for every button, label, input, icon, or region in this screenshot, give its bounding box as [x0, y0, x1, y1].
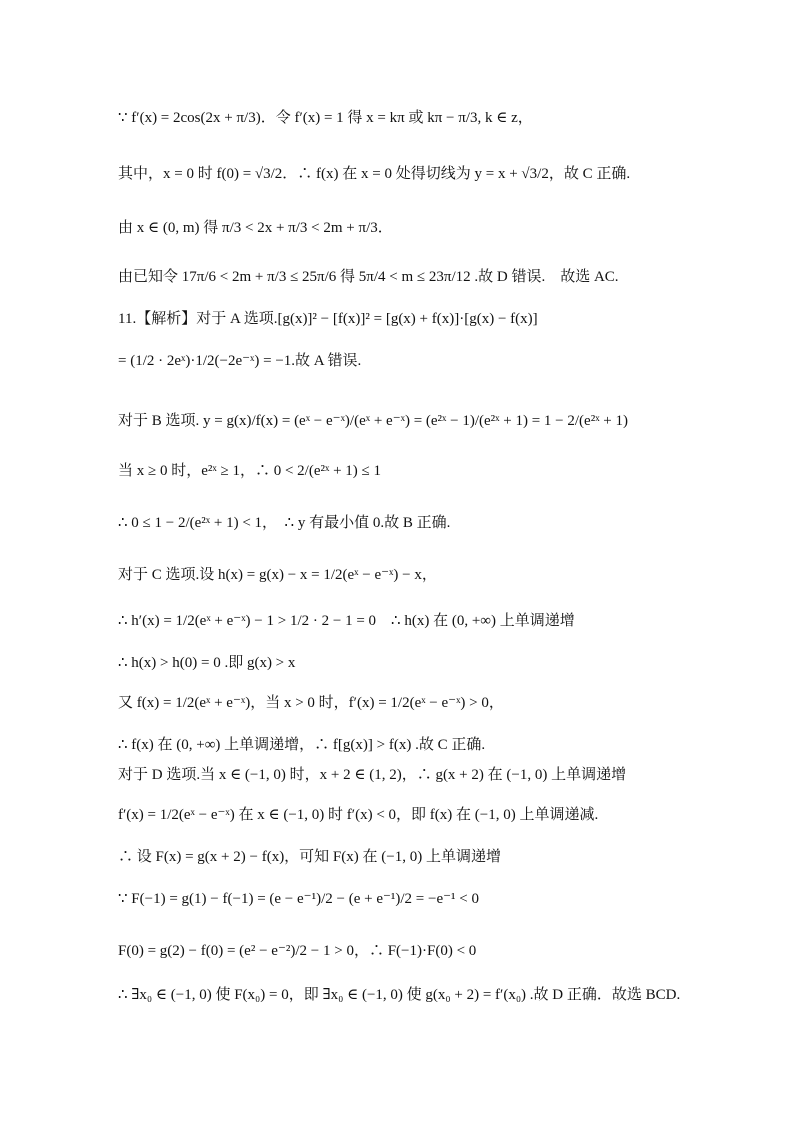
solution-line-1: ∵ f′(x) = 2cos(2x + π/3)．令 f′(x) = 1 得 x = kπ 或 kπ − π/3, k ∈ z， [118, 110, 533, 126]
solution-line-10: 对于 C 选项.设 h(x) = g(x) − x = 1/2(eˣ − e⁻ˣ) − x， [118, 567, 437, 583]
solution-line-11: ∴ h′(x) = 1/2(eˣ + e⁻ˣ) − 1 > 1/2 · 2 − 1 = 0 ∴ h(x) 在 (0, +∞) 上单调递增 [118, 613, 575, 629]
solution-line-16: f′(x) = 1/2(eˣ − e⁻ˣ) 在 x ∈ (−1, 0) 时 f′(x) < 0，即 f(x) 在 (−1, 0) 上单调递减. [118, 807, 599, 823]
solution-line-19: F(0) = g(2) − f(0) = (e² − e⁻²)/2 − 1 > 0，∴ F(−1)·F(0) < 0 [118, 943, 477, 959]
solution-line-17: ∴ 设 F(x) = g(x + 2) − f(x)，可知 F(x) 在 (−1, 0) 上单调递增 [118, 849, 501, 865]
solution-line-9: ∴ 0 ≤ 1 − 2/(e²ˣ + 1) < 1， ∴ y 有最小值 0.故 B 正确. [118, 515, 451, 531]
solution-line-12: ∴ h(x) > h(0) = 0 .即 g(x) > x [118, 655, 296, 671]
solution-line-5: 11.【解析】对于 A 选项.[g(x)]² − [f(x)]² = [g(x) + f(x)]·[g(x) − f(x)] [118, 311, 538, 327]
solution-line-13: 又 f(x) = 1/2(eˣ + e⁻ˣ)，当 x > 0 时，f′(x) = 1/2(eˣ − e⁻ˣ) > 0， [118, 695, 504, 711]
solution-line-18: ∵ F(−1) = g(1) − f(−1) = (e − e⁻¹)/2 − (e + e⁻¹)/2 = −e⁻¹ < 0 [118, 891, 480, 907]
solution-line-2: 其中，x = 0 时 f(0) = √3/2．∴ f(x) 在 x = 0 处得切线为 y = x + √3/2，故 C 正确. [118, 166, 631, 182]
solution-line-4: 由已知令 17π/6 < 2m + π/3 ≤ 25π/6 得 5π/4 < m ≤ 23π/12 .故 D 错误. 故选 AC. [118, 269, 619, 285]
solution-line-8: 当 x ≥ 0 时，e²ˣ ≥ 1，∴ 0 < 2/(e²ˣ + 1) ≤ 1 [118, 463, 382, 479]
solution-line-7: 对于 B 选项. y = g(x)/f(x) = (eˣ − e⁻ˣ)/(eˣ + e⁻ˣ) = (e²ˣ − 1)/(e²ˣ + 1) = 1 − 2/(e²ˣ + 1) [118, 413, 628, 429]
solution-line-3: 由 x ∈ (0, m) 得 π/3 < 2x + π/3 < 2m + π/3． [118, 220, 393, 236]
solution-line-6: = (1/2 · 2eˣ)·1/2(−2e⁻ˣ) = −1.故 A 错误. [118, 353, 362, 369]
solution-line-14: ∴ f(x) 在 (0, +∞) 上单调递增，∴ f[g(x)] > f(x) .故 C 正确. [118, 737, 486, 753]
solution-line-15: 对于 D 选项.当 x ∈ (−1, 0) 时，x + 2 ∈ (1, 2)，∴ g(x + 2) 在 (−1, 0) 上单调递增 [118, 767, 627, 783]
solution-line-20: ∴ ∃x₀ ∈ (−1, 0) 使 F(x₀) = 0，即 ∃x₀ ∈ (−1, 0) 使 g(x₀ + 2) = f′(x₀) .故 D 正确．故选 BCD. [118, 987, 681, 1003]
